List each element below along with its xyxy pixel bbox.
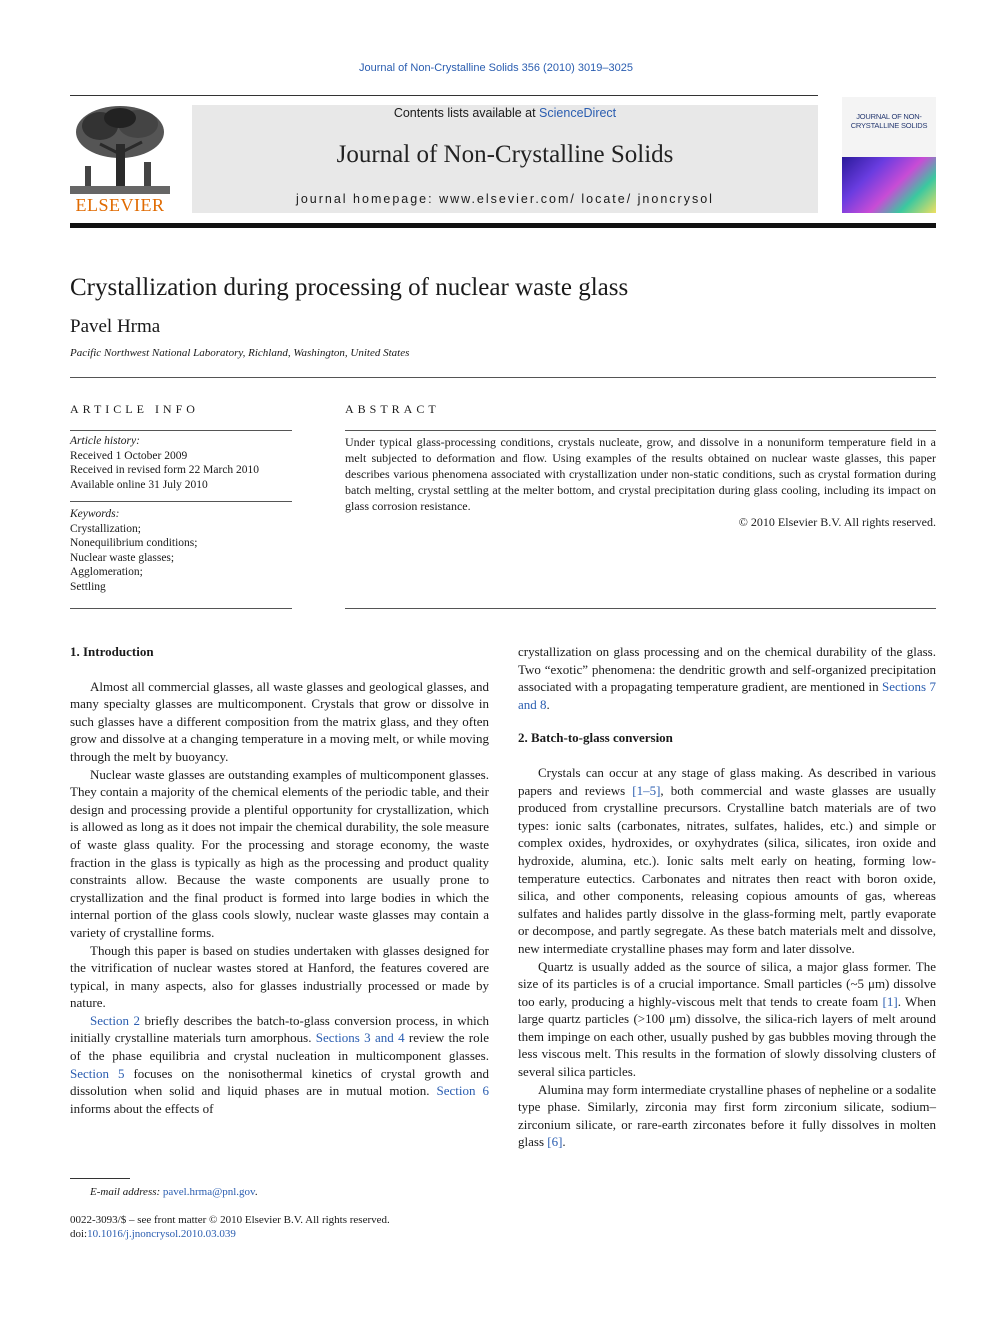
ref-1-5-link[interactable]: [1–5] xyxy=(632,782,661,798)
abstract-body xyxy=(345,434,936,530)
left-column xyxy=(70,643,489,1117)
article-info-rule xyxy=(70,430,292,431)
cover-image xyxy=(842,157,936,213)
keyword: Nonequilibrium conditions; xyxy=(70,537,198,549)
abstract-copyright: © 2010 Elsevier B.V. All rights reserved. xyxy=(738,515,936,529)
sections-7-8-link[interactable]: Sections 7 and 8 xyxy=(518,679,936,712)
section-6-link[interactable]: Section 6 xyxy=(436,1083,489,1099)
paragraph: Though this paper is based on studies undertaken with glasses designed for the vitrification of nuclear wastes stored at Hanford, the features covered are typical, in many aspects, also for glasses industrially processed or made by nature. xyxy=(70,942,489,1011)
journal-homepage[interactable]: journal homepage: www.elsevier.com/ locate/ jnoncrysol xyxy=(296,192,714,206)
abstract-rule xyxy=(345,430,936,431)
cover-title: JOURNAL OF NON-CRYSTALLINE SOLIDS xyxy=(850,112,928,130)
section-5-link[interactable]: Section 5 xyxy=(70,1065,125,1081)
history-rule xyxy=(70,501,292,502)
keyword: Nuclear waste glasses; xyxy=(70,551,175,564)
paragraph: Alumina may form intermediate crystalline phases of nepheline or a sodalite type phase. Similarly, zirconia may first form zirconium silicate, sodium–zirconium silicate, or rare-earth zirconates before it fully dissolves in molten glass [6]. xyxy=(518,1081,936,1150)
article-history xyxy=(70,434,292,492)
keyword: Crystallization; xyxy=(70,522,141,535)
section-2-heading: 2. Batch-to-glass conversion xyxy=(518,730,673,746)
doi-link[interactable]: 10.1016/j.jnoncrysol.2010.03.039 xyxy=(87,1228,236,1240)
elsevier-tree-icon xyxy=(70,104,170,194)
ref-6-link[interactable]: [6] xyxy=(547,1134,563,1150)
history-received: Received 1 October 2009 xyxy=(70,449,188,462)
contents-line: Contents lists available at ScienceDirect xyxy=(393,106,617,120)
ref-1-link[interactable]: [1] xyxy=(882,993,898,1009)
paragraph: Quartz is usually added as the source of silica, a major glass former. The size of its particles is of a crucial importance. Small particles (~5 μm) dissolve too early, producing a highly-viscous melt that tends to create foam [1]. When large quartz particles (>100 μm) dissolve, the silica-rich layers of melt around them impinge on each other, usually pushed by gas bubbles moving through the less viscous melt. This results in the formation of slowly dissolving clusters of several silica particles. xyxy=(518,958,936,1080)
sciencedirect-link[interactable]: ScienceDirect xyxy=(539,106,617,120)
paragraph: crystallization on glass processing and on the chemical durability of the glass. Two “exotic” phenomena: the dendritic growth and self-organized precipitation associated with a propagating temperature gradient, are mentioned in Sections 7 and 8. xyxy=(518,644,936,712)
paragraph: Crystals can occur at any stage of glass making. As described in various papers and reviews [1–5], both commercial and waste glasses are usually produced from crystalline precursors. Crystalline batch materials are of two types: ionic salts (carbonates, nitrates, sulfates, halides, etc.) and simple or complex oxides, hydroxides, or oxyhydrates (silica, silicates, iron oxide and hydroxide, alumina, etc.). Ionic salts melt early on heating, forming low-temperature eutectics. Carbonates and nitrates then react with boron oxide, silica, and other components, releasing copious amounts of gas, whereas sulfates and halides partly dissolve in the glass-forming melt, partly evaporate or decompose, and partly segregate. As these batch materials melt and dissolve, new intermediate crystalline phases may form and later dissolve. xyxy=(518,764,936,956)
keywords xyxy=(70,507,292,594)
keyword: Settling xyxy=(70,580,106,593)
section-1-heading: 1. Introduction xyxy=(70,644,154,659)
right-column xyxy=(518,643,936,1151)
header-thick-rule xyxy=(70,223,936,228)
history-revised: Received in revised form 22 March 2010 xyxy=(70,464,260,476)
abstract-text: Under typical glass-processing conditions, crystals nucleate, grow, and dissolve in a nonuniform temperature field in a melt subjected to deformation and flow. Using examples of the results obtained on nuclear waste glasses, this paper describes various phenomena associated with crystallization under non-static conditions, such as crystal formation during batch melting, crystal settling at the melter bottom, and crystal precipitation during glass cooling, including its impact on glass corrosion resistance. xyxy=(345,435,936,513)
email-link[interactable]: pavel.hrma@pnl.gov xyxy=(162,1186,255,1198)
article-author: Pavel Hrma xyxy=(70,316,161,337)
doi-line: doi:10.1016/j.jnoncrysol.2010.03.039 xyxy=(70,1228,236,1240)
abstract-bottom-rule xyxy=(345,608,936,609)
keywords-rule xyxy=(70,608,292,609)
paragraph: Section 2 briefly describes the batch-to-glass conversion process, in which initially crystalline materials turn amorphous. Sections 3 and 4 review the role of the phase equilibria and crystal nucleation in multicomponent glasses. Section 5 focuses on the nonisothermal kinetics of crystal growth and dissolution when solid and liquid phases are in mutual motion. Section 6 informs about the effects of xyxy=(70,1012,489,1116)
history-online: Available online 31 July 2010 xyxy=(70,478,208,491)
keyword: Agglomeration; xyxy=(70,566,143,578)
paragraph: Nuclear waste glasses are outstanding examples of multicomponent glasses. They contain a majority of the chemical elements of the periodic table, and their design and processing provide a plentiful opportunity for crystallization, which is allowed as long as it does not impair the chemical durability, the sole measure of waste glass quality. For the processing and storage economy, the waste fraction in the glass is typically as high as the processing and product quality constraints allow. Because the waste components are usually prone to crystallization and the final product is formed into large bodies in which the internal portion of the glass cools slowly, nuclear waste glasses may contain a variety of crystalline forms. xyxy=(70,766,489,940)
issn-line: 0022-3093/$ – see front matter © 2010 Elsevier B.V. All rights reserved. xyxy=(70,1214,390,1226)
author-affiliation: Pacific Northwest National Laboratory, Richland, Washington, United States xyxy=(70,347,410,359)
article-title: Crystallization during processing of nuclear waste glass xyxy=(70,274,629,301)
footnote-rule xyxy=(70,1178,130,1179)
section-2-link[interactable]: Section 2 xyxy=(90,1012,140,1028)
article-info-heading: ARTICLE INFO xyxy=(70,402,199,416)
journal-title: Journal of Non-Crystalline Solids xyxy=(336,141,674,168)
footnote-email: E-mail address: pavel.hrma@pnl.gov. xyxy=(90,1186,258,1198)
citation-link[interactable]: Journal of Non-Crystalline Solids 356 (2010) 3019–3025 xyxy=(359,62,633,74)
header-top-rule xyxy=(70,95,818,96)
sections-3-4-link[interactable]: Sections 3 and 4 xyxy=(315,1030,405,1046)
journal-citation[interactable] xyxy=(0,62,992,74)
abstract-heading: ABSTRACT xyxy=(345,402,440,416)
paragraph: Almost all commercial glasses, all waste glasses and geological glasses, and many specialty glasses are multicomponent. Crystals that grow or dissolve in such glasses have a different composition from the matrix glass, and they often grow and dissolve at a changing temperature in a moving melt, or while moving through the melt by buoyancy. xyxy=(70,678,489,764)
elsevier-wordmark: ELSEVIER xyxy=(75,195,165,215)
keywords-label: Keywords: xyxy=(70,508,120,520)
title-rule xyxy=(70,377,936,378)
history-label: Article history: xyxy=(70,435,140,447)
